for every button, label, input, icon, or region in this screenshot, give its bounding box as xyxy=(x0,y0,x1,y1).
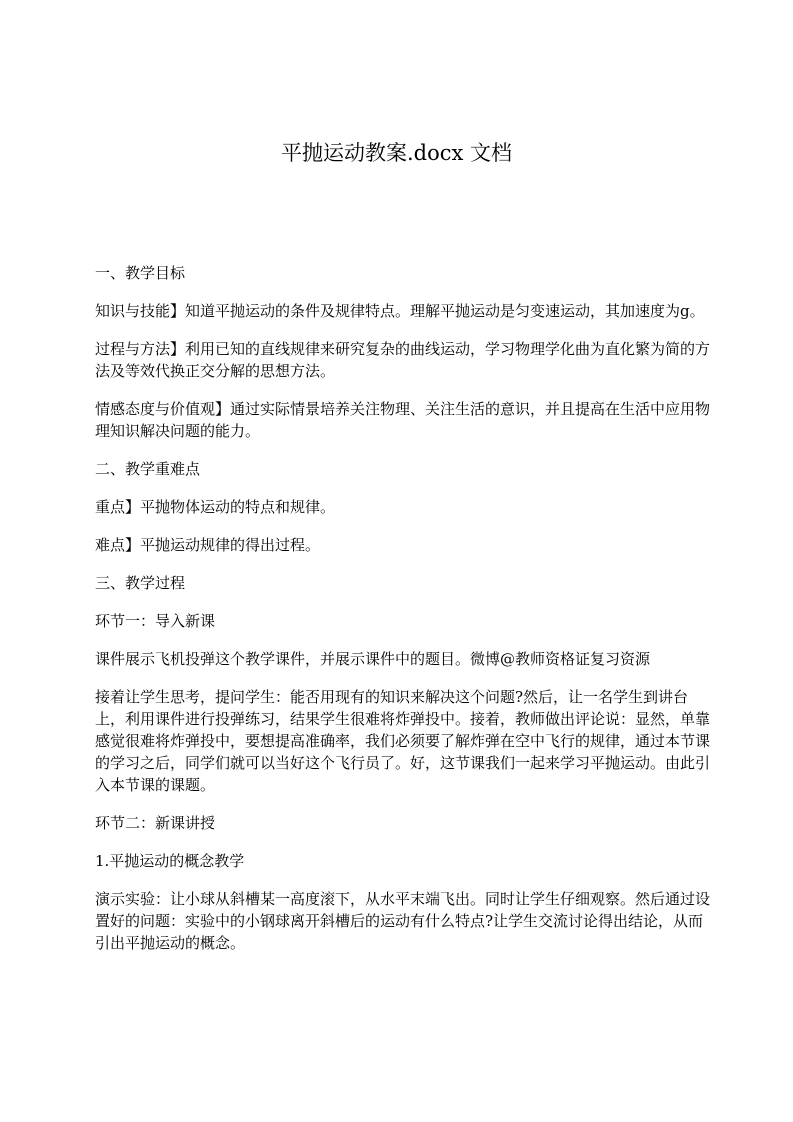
document-title: 平抛运动教案.docx 文档 xyxy=(280,141,513,165)
paragraph-attitude-values: 情感态度与价值观】通过实际情景培养关注物理、关注生活的意识，并且提高在生活中应用物理知识解决问题的能力。 xyxy=(95,400,711,440)
paragraph-knowledge-skills: 知识与技能】知道平抛运动的条件及规律特点。理解平抛运动是匀变速运动，其加速度为g。 xyxy=(95,302,705,320)
paragraph-difficult-point: 难点】平抛运动规律的得出过程。 xyxy=(95,536,321,554)
subheading-concept-teaching: 1.平抛运动的概念教学 xyxy=(95,852,245,870)
subheading-step-two: 环节二：新课讲授 xyxy=(95,814,216,832)
section-heading-objectives: 一、教学目标 xyxy=(95,264,186,282)
paragraph-demo-experiment: 演示实验：让小球从斜槽某一高度滚下，从水平末端飞出。同时让学生仔细观察。然后通过设置好的问题：实验中的小钢球离开斜槽后的运动有什么特点?让学生交流讨论得出结论，从而引出平抛运动的概念。 xyxy=(95,890,711,952)
subheading-step-one: 环节一：导入新课 xyxy=(95,612,216,630)
paragraph-key-point: 重点】平抛物体运动的特点和规律。 xyxy=(95,498,336,516)
section-heading-process: 三、教学过程 xyxy=(95,574,186,592)
paragraph-process-methods: 过程与方法】利用已知的直线规律来研究复杂的曲线运动，学习物理学化曲为直化繁为简的方法及等效代换正交分解的思想方法。 xyxy=(95,340,711,380)
paragraph-courseware: 课件展示飞机投弹这个教学课件，并展示课件中的题目。微博@教师资格证复习资源 xyxy=(95,650,651,668)
section-heading-key-points: 二、教学重难点 xyxy=(95,460,201,478)
document-body xyxy=(95,262,710,970)
paragraph-student-thinking: 接着让学生思考，提问学生：能否用现有的知识来解决这个问题?然后，让一名学生到讲台上，利用课件进行投弹练习，结果学生很难将炸弹投中。接着，教师做出评论说：显然，单靠感觉很难将炸弹投中，要想提高准确率，我们必须要了解炸弹在空中飞行的规律，通过本节课的学习之后，同学们就可以当好这个飞行员了。好，这节课我们一起来学习平抛运动。由此引入本节课的课题。 xyxy=(95,688,711,794)
